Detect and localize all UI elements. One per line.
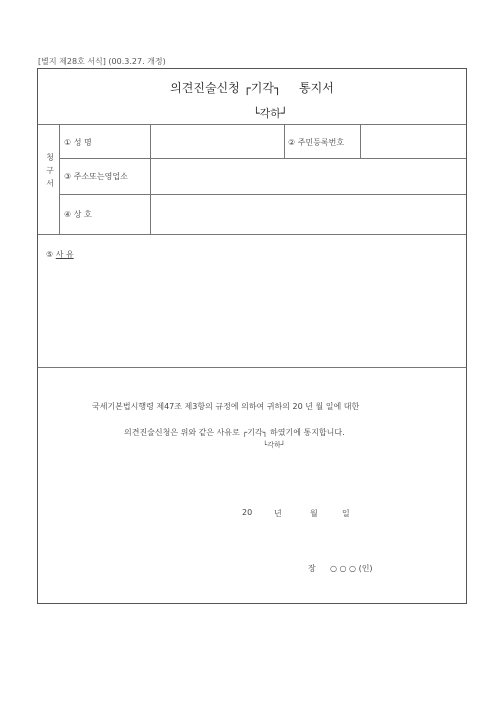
name-field[interactable] <box>151 125 283 158</box>
trade-name-label: ④ 상 호 <box>64 210 92 219</box>
title-alt-bottom: └각하┘ <box>253 107 288 120</box>
notice-line-2 <box>124 427 345 438</box>
divider <box>284 124 285 158</box>
claimant-section-label: 청 구 서 <box>46 153 54 188</box>
divider <box>38 367 466 368</box>
notice-line-1: 국세기본법시행령 제47조 제3항의 규정에 의하여 귀하의 20 년 월 일에 대한 <box>92 402 360 411</box>
date-year-prefix: 20 <box>242 508 253 517</box>
reason-label <box>46 249 74 260</box>
trade-name-field[interactable] <box>151 195 466 234</box>
notice-alt-top: ┌기각┐ <box>242 428 268 437</box>
reason-number: ⑤ <box>46 250 54 259</box>
notice-line-2-prefix: 의견진술신청은 위와 같은 사유로 <box>124 428 240 437</box>
title-main-text: 의견진술신청 <box>170 81 240 95</box>
form-number-note: [별지 제28호 서식] (00.3.27. 개정) <box>38 57 166 66</box>
signature-name: ○ ○ ○ (인) <box>330 564 373 573</box>
date-month: 월 <box>310 509 318 518</box>
notice-form <box>37 68 467 604</box>
reason-text: 사 유 <box>55 250 74 259</box>
resident-number-field[interactable] <box>361 125 466 158</box>
resident-number-label: ② 주민등록번호 <box>288 138 345 147</box>
title-alt-top: ┌기각┐ <box>243 81 282 95</box>
reason-field[interactable] <box>38 261 466 365</box>
divider <box>38 234 466 235</box>
signature-title: 장 <box>308 564 316 573</box>
date-year: 년 <box>274 509 282 518</box>
address-field[interactable] <box>151 159 466 194</box>
title-suffix: 통지서 <box>299 81 334 95</box>
form-title <box>38 79 466 96</box>
notice-line-2-suffix: 하였기에 통지합니다. <box>270 428 345 437</box>
notice-alt-bottom: └각하┘ <box>263 441 285 449</box>
address-label: ③ 주소또는영업소 <box>64 172 128 181</box>
name-label: ① 성 명 <box>64 138 92 147</box>
divider <box>59 124 60 234</box>
date-day: 일 <box>342 509 350 518</box>
